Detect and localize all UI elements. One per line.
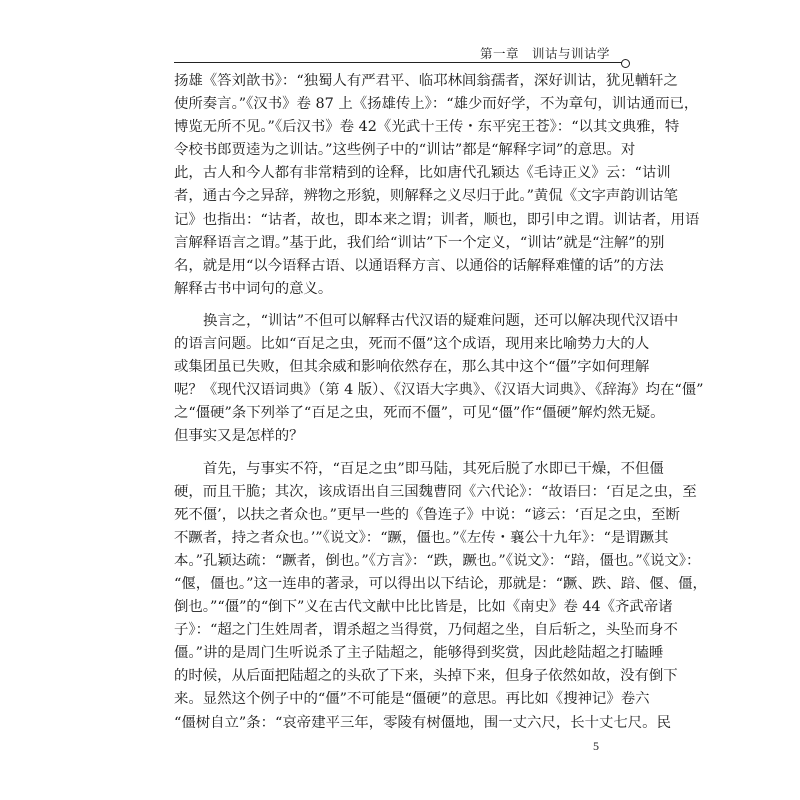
text-line: 使所奏言。”《汉书》卷 87 上《扬雄传上》：“雄少而好学，不为章句，训诂通而已， <box>174 96 699 113</box>
text-line: “僵树自立”条：“哀帝建平三年，零陵有树僵地，围一丈六尺，长十丈七尺。民 <box>174 714 671 731</box>
text-line: 者，通古今之异辞，辨物之形貌，则解释之义尽归于此。”黄侃《文字声韵训诂笔 <box>174 188 678 205</box>
paragraph-3 <box>174 458 707 735</box>
text-line: 或集团虽已失败，但其余威和影响依然存在，那么其中这个“僵”字如何理解 <box>174 359 650 376</box>
text-line: 言解释语言之谓。”基于此，我们给“训诂”下一个定义，“训诂”就是“注解”的别 <box>174 234 665 251</box>
header-ornament-icon <box>621 59 630 68</box>
text-line: 首先，与事实不符，“百足之虫”即马陆，其死后脱了水即已干燥，不但僵 <box>203 460 664 477</box>
text-line: 博览无所不见。”《后汉书》卷 42《光武十王传・东平宪王苍》：“以其文典雅，特 <box>174 119 680 136</box>
text-line: 僵。”讲的是周门生听说杀了主子陆超之，能够得到奖赏，因此趁陆超之打瞌睡 <box>174 645 664 662</box>
text-line: 解释古书中词句的意义。 <box>174 280 333 297</box>
text-line: 本。”孔颖达疏：“蹶者，倒也。”《方言》：“跌，蹶也。”《说文》：“踣，僵也。”《说文》： <box>174 552 701 569</box>
text-line: 令校书郎贾逵为之训诂。”这些例子中的“训诂”都是“解释字词”的意思。对 <box>174 142 636 159</box>
text-line: 呢？《现代汉语词典》（第 4 版）、《汉语大字典》、《汉语大词典》、《辞海》均在“僵” <box>174 382 704 399</box>
page-number: 5 <box>593 739 599 753</box>
paragraph-1 <box>174 70 700 301</box>
text-line: 不蹶者，持之者众也。’”《说文》：“蹶，僵也。”《左传・襄公十九年》：“是谓蹶其 <box>174 529 669 546</box>
header-rule <box>174 62 626 63</box>
body-text <box>174 70 707 735</box>
text-line: 此，古人和今人都有非常精到的诠释，比如唐代孔颖达《毛诗正义》云：“诂训 <box>174 165 671 182</box>
text-line: 扬雄《答刘歆书》：“独蜀人有严君平、临邛林闾翁孺者，深好训诂，犹见輶轩之 <box>174 73 678 89</box>
text-line: 记》也指出：“诂者，故也，即本来之谓；训者，顺也，即引申之谓。训诂者，用语 <box>174 211 700 228</box>
paragraph-2 <box>174 310 704 449</box>
text-line: 来。显然这个例子中的“僵”不可能是“僵硬”的意思。再比如《搜神记》卷六 <box>174 691 650 708</box>
text-line: 的语言问题。比如“百足之虫，死而不僵”这个成语，现用来比喻势力大的人 <box>174 336 650 353</box>
text-line: 但事实又是怎样的？ <box>174 428 304 445</box>
text-line: 子》：“超之门生姓周者，谓杀超之当得赏，乃伺超之坐，自后斩之，头坠而身不 <box>174 622 678 639</box>
text-line: 之“僵硬”条下列举了“百足之虫，死而不僵”，可见“僵”作“僵硬”解灼然无疑。 <box>174 405 665 422</box>
text-line: 名，就是用“以今语释古语、以通语释方言、以通俗的话解释难懂的话”的方法 <box>174 257 664 274</box>
text-line: 换言之，“训诂”不但可以解释古代汉语的疑难问题，还可以解决现代汉语中 <box>203 312 679 329</box>
text-line: 倒也。”“僵”的“倒下”义在古代文献中比比皆是，比如《南史》卷 44《齐武帝诸 <box>174 599 673 616</box>
text-line: 死不僵’，以扶之者众也。”更早一些的《鲁连子》中说：“谚云：‘百足之虫，至断 <box>174 506 680 523</box>
text-line: “偃，僵也。”这一连串的著录，可以得出以下结论，那就是：“蹶、跌、踣、偃、僵， <box>174 575 707 592</box>
chapter-title: 第一章 训诂与训诂学 <box>479 46 610 61</box>
text-line: 硬，而且干脆；其次，该成语出自三国魏曹冏《六代论》：“故语曰：‘百足之虫，至 <box>174 483 697 500</box>
text-line: 的时候，从后面把陆超之的头砍了下来，头掉下来，但身子依然如故，没有倒下 <box>174 668 678 685</box>
